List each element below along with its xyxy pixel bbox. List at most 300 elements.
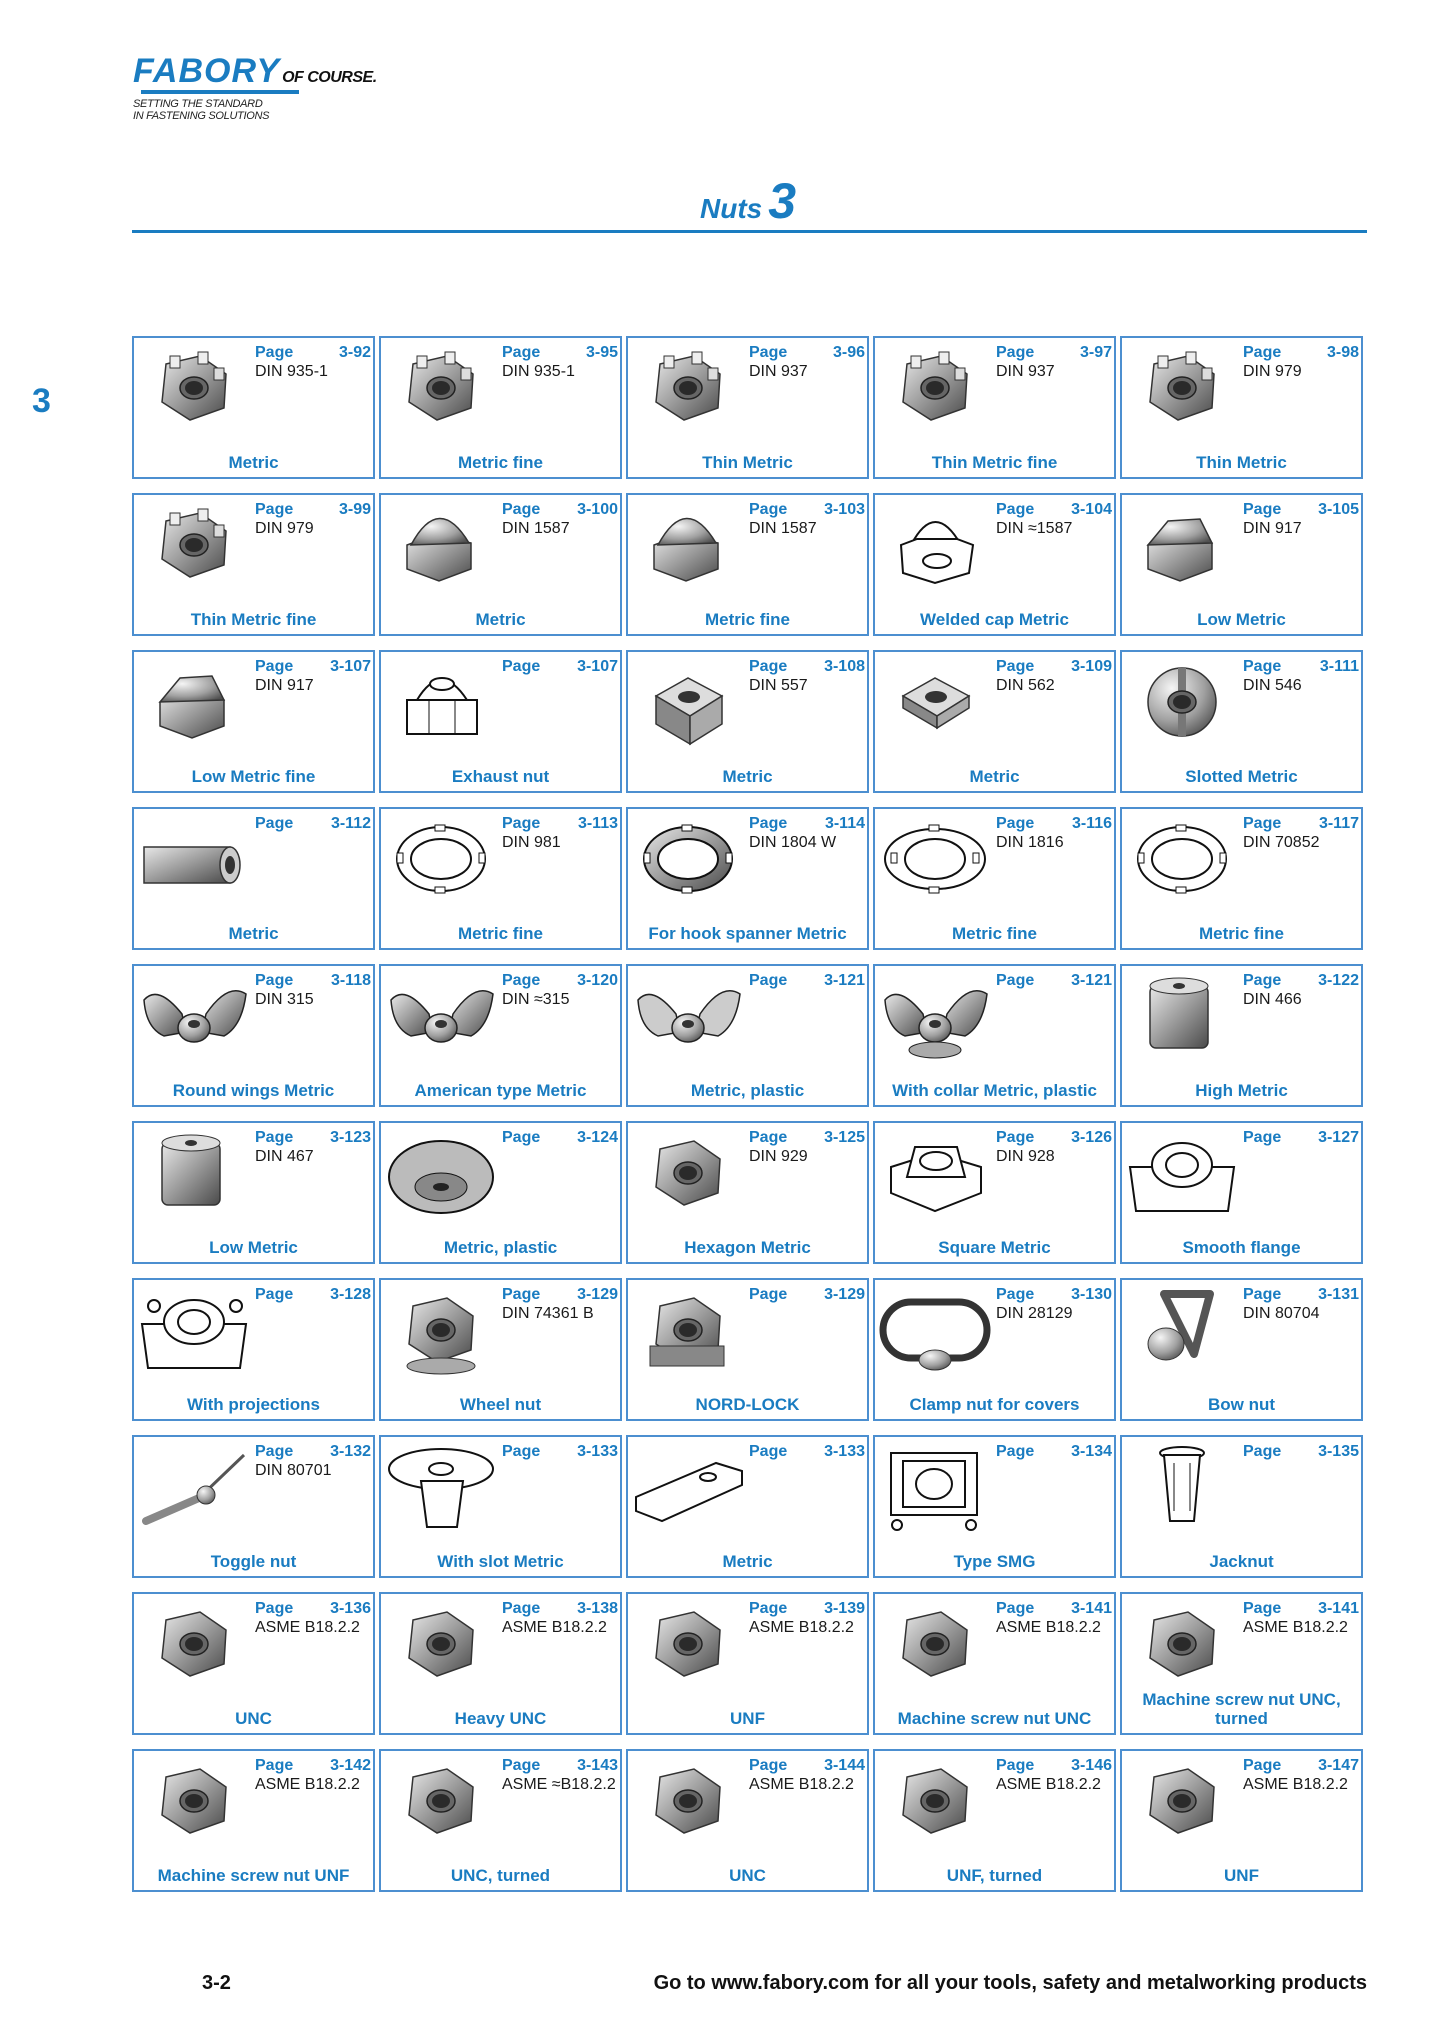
page-ref bbox=[996, 1442, 1112, 1461]
standard-code: DIN 979 bbox=[255, 520, 314, 537]
standard-code: DIN 935-1 bbox=[502, 363, 575, 380]
product-label: Type SMG bbox=[953, 1552, 1036, 1571]
page-number: 3-126 bbox=[1071, 1129, 1112, 1146]
page-word: Page bbox=[502, 1129, 541, 1146]
page-number: 3-116 bbox=[1071, 815, 1112, 832]
standard-code: ASME B18.2.2 bbox=[996, 1776, 1101, 1793]
castle-nut-icon bbox=[877, 342, 995, 440]
page-word: Page bbox=[502, 658, 541, 675]
product-label: With projections bbox=[186, 1395, 320, 1414]
standard-code: ASME B18.2.2 bbox=[1243, 1776, 1348, 1793]
page-number: 3-123 bbox=[330, 1129, 371, 1146]
page-number: 3-133 bbox=[824, 1443, 865, 1460]
product-ref bbox=[255, 971, 371, 1009]
standard-code: ASME B18.2.2 bbox=[1243, 1619, 1348, 1636]
page-word: Page bbox=[749, 815, 788, 832]
product-ref bbox=[996, 814, 1112, 852]
page-ref bbox=[1243, 1285, 1359, 1304]
product-cell[interactable] bbox=[626, 493, 869, 636]
page-title-number: 3 bbox=[768, 173, 797, 229]
product-ref bbox=[749, 657, 865, 695]
product-ref bbox=[502, 500, 618, 538]
slogan-line-1: SETTING THE STANDARD bbox=[133, 98, 263, 110]
page-ref bbox=[502, 1756, 618, 1775]
slot-nut-icon bbox=[383, 1441, 501, 1539]
knurled-knob-icon bbox=[383, 1127, 501, 1225]
page-word: Page bbox=[749, 1286, 788, 1303]
product-label: UNC bbox=[235, 1709, 272, 1728]
product-cell[interactable] bbox=[873, 650, 1116, 793]
page-word: Page bbox=[1243, 344, 1282, 361]
product-ref bbox=[996, 657, 1112, 695]
product-row bbox=[132, 1435, 1367, 1578]
page-ref bbox=[502, 343, 618, 362]
hex-nut-icon bbox=[1124, 1598, 1242, 1696]
product-ref bbox=[996, 1756, 1112, 1794]
product-cell[interactable] bbox=[379, 1592, 622, 1735]
fabory-logo bbox=[133, 52, 377, 122]
page-number: 3-111 bbox=[1319, 658, 1359, 675]
product-cell[interactable] bbox=[1120, 1121, 1363, 1264]
product-label: Low Metric bbox=[1197, 610, 1286, 629]
page-ref bbox=[255, 1285, 371, 1304]
projection-nut-icon bbox=[136, 1284, 254, 1382]
page-ref bbox=[255, 1599, 371, 1618]
product-ref bbox=[255, 500, 371, 538]
page-number: 3-98 bbox=[1326, 344, 1359, 361]
product-label: Thin Metric fine bbox=[190, 610, 317, 629]
product-ref bbox=[502, 1285, 618, 1323]
product-cell[interactable] bbox=[1120, 1435, 1363, 1578]
product-ref bbox=[1243, 1285, 1359, 1323]
product-cell[interactable] bbox=[1120, 1749, 1363, 1892]
product-ref bbox=[1243, 343, 1359, 381]
product-ref bbox=[255, 1128, 371, 1166]
product-label: Machine screw nut UNC bbox=[897, 1709, 1092, 1728]
page-word: Page bbox=[996, 1129, 1035, 1146]
product-cell[interactable] bbox=[132, 1278, 375, 1421]
page-ref bbox=[996, 1128, 1112, 1147]
page-word: Page bbox=[996, 815, 1035, 832]
product-cell[interactable] bbox=[379, 1435, 622, 1578]
page-word: Page bbox=[996, 344, 1035, 361]
page-ref bbox=[502, 1442, 618, 1461]
product-label: Metric fine bbox=[704, 610, 791, 629]
product-cell[interactable] bbox=[1120, 964, 1363, 1107]
product-cell[interactable] bbox=[132, 493, 375, 636]
page-ref bbox=[502, 814, 618, 833]
product-ref bbox=[502, 971, 618, 1009]
page-word: Page bbox=[1243, 1129, 1282, 1146]
page-number: 3-107 bbox=[330, 658, 371, 675]
page-number: 3-132 bbox=[330, 1443, 371, 1460]
page-number: 3-121 bbox=[1071, 972, 1112, 989]
page-word: Page bbox=[996, 1757, 1035, 1774]
castle-nut-icon bbox=[383, 342, 501, 440]
page-number: 3-141 bbox=[1071, 1600, 1112, 1617]
page-number: 3-144 bbox=[824, 1757, 865, 1774]
hex-nut-icon bbox=[383, 1755, 501, 1853]
page-ref bbox=[255, 343, 371, 362]
product-cell[interactable] bbox=[379, 1749, 622, 1892]
product-ref bbox=[502, 343, 618, 381]
page-word: Page bbox=[996, 1600, 1035, 1617]
product-ref bbox=[749, 343, 865, 381]
product-cell[interactable] bbox=[873, 493, 1116, 636]
page-ref bbox=[255, 814, 371, 833]
plate-nut-icon bbox=[630, 1441, 748, 1539]
page-ref bbox=[1243, 500, 1359, 519]
standard-code: DIN ≈1587 bbox=[996, 520, 1073, 537]
standard-code: DIN ≈315 bbox=[502, 991, 570, 1008]
product-label: With slot Metric bbox=[437, 1552, 564, 1571]
product-cell[interactable] bbox=[132, 1749, 375, 1892]
page-word: Page bbox=[502, 1757, 541, 1774]
cap-nut-icon bbox=[630, 499, 748, 597]
product-ref bbox=[1243, 657, 1359, 695]
page-ref bbox=[502, 1128, 618, 1147]
page-ref bbox=[1243, 1756, 1359, 1775]
page-number: 3-138 bbox=[577, 1600, 618, 1617]
product-label: Bow nut bbox=[1207, 1395, 1276, 1414]
square-nut-icon bbox=[630, 656, 748, 754]
product-cell[interactable] bbox=[873, 1278, 1116, 1421]
product-label: For hook spanner Metric bbox=[648, 924, 847, 943]
title-rule bbox=[132, 230, 1367, 233]
wing-nut-icon bbox=[383, 970, 501, 1068]
page-ref bbox=[749, 971, 865, 990]
page-number: 3-129 bbox=[577, 1286, 618, 1303]
product-ref bbox=[1243, 1756, 1359, 1794]
product-cell[interactable] bbox=[132, 336, 375, 479]
page-ref bbox=[502, 971, 618, 990]
page-word: Page bbox=[502, 1600, 541, 1617]
product-cell[interactable] bbox=[1120, 650, 1363, 793]
page-word: Page bbox=[255, 1286, 294, 1303]
standard-code: DIN 315 bbox=[255, 991, 314, 1008]
standard-code: DIN 1587 bbox=[749, 520, 817, 537]
product-ref bbox=[749, 1128, 865, 1166]
product-ref bbox=[749, 1285, 865, 1304]
product-label: Machine screw nut UNC, turned bbox=[1142, 1690, 1341, 1728]
page-number: 3-133 bbox=[577, 1443, 618, 1460]
product-row bbox=[132, 807, 1367, 950]
product-ref bbox=[1243, 1442, 1359, 1461]
product-cell[interactable] bbox=[132, 807, 375, 950]
product-row bbox=[132, 1121, 1367, 1264]
page-word: Page bbox=[1243, 658, 1282, 675]
standard-code: DIN 546 bbox=[1243, 677, 1302, 694]
product-cell[interactable] bbox=[132, 1435, 375, 1578]
product-label: Hexagon Metric bbox=[684, 1238, 811, 1257]
jacknut-icon bbox=[1124, 1441, 1242, 1539]
lock-nut-ring-icon bbox=[1124, 813, 1242, 911]
page-ref bbox=[502, 657, 618, 676]
product-label: Metric bbox=[228, 924, 279, 943]
product-ref bbox=[1243, 500, 1359, 538]
product-cell[interactable] bbox=[873, 336, 1116, 479]
product-ref bbox=[255, 814, 371, 833]
product-cell[interactable] bbox=[132, 964, 375, 1107]
page-ref bbox=[749, 657, 865, 676]
page-word: Page bbox=[996, 972, 1035, 989]
page-word: Page bbox=[1243, 815, 1282, 832]
hex-nut-icon bbox=[630, 1755, 748, 1853]
product-cell[interactable] bbox=[873, 1592, 1116, 1735]
page-number: 3-124 bbox=[577, 1129, 618, 1146]
page-word: Page bbox=[996, 501, 1035, 518]
product-cell[interactable] bbox=[626, 1592, 869, 1735]
page-number: 3-128 bbox=[330, 1286, 371, 1303]
product-ref bbox=[996, 1442, 1112, 1461]
page-ref bbox=[749, 1599, 865, 1618]
page-ref bbox=[1243, 971, 1359, 990]
knurled-nut-icon bbox=[1124, 970, 1242, 1068]
hex-nut-icon bbox=[136, 1598, 254, 1696]
product-label: Wheel nut bbox=[459, 1395, 542, 1414]
page-ref bbox=[1243, 1599, 1359, 1618]
page-number: 3-112 bbox=[330, 815, 371, 832]
standard-code: DIN 467 bbox=[255, 1148, 314, 1165]
chapter-marker: 3 bbox=[32, 382, 51, 420]
product-cell[interactable] bbox=[1120, 493, 1363, 636]
product-label: UNC, turned bbox=[450, 1866, 551, 1885]
page-title-text: Nuts bbox=[700, 193, 763, 224]
standard-code: DIN 28129 bbox=[996, 1305, 1073, 1322]
page-number: 3-143 bbox=[577, 1757, 618, 1774]
product-ref bbox=[996, 500, 1112, 538]
hex-nut-icon bbox=[630, 1598, 748, 1696]
slotted-round-nut-icon bbox=[1124, 656, 1242, 754]
page-word: Page bbox=[749, 1443, 788, 1460]
plastic-wing-nut-icon bbox=[630, 970, 748, 1068]
weld-nut-icon bbox=[630, 1127, 748, 1225]
page-ref bbox=[255, 500, 371, 519]
hex-nut-icon bbox=[1124, 1755, 1242, 1853]
product-row bbox=[132, 493, 1367, 636]
page-word: Page bbox=[1243, 1443, 1282, 1460]
page-ref bbox=[749, 1756, 865, 1775]
page-word: Page bbox=[502, 1286, 541, 1303]
product-cell[interactable] bbox=[1120, 1278, 1363, 1421]
brand-tagline: OF COURSE. bbox=[282, 69, 377, 86]
product-cell[interactable] bbox=[379, 807, 622, 950]
product-label: Metric bbox=[475, 610, 526, 629]
product-cell[interactable] bbox=[873, 1121, 1116, 1264]
product-label: Low Metric fine bbox=[191, 767, 316, 786]
page-word: Page bbox=[749, 501, 788, 518]
page-number: 3-134 bbox=[1071, 1443, 1112, 1460]
page-number: 3-131 bbox=[1318, 1286, 1359, 1303]
product-ref bbox=[502, 1442, 618, 1461]
product-ref bbox=[255, 343, 371, 381]
product-cell[interactable] bbox=[379, 1121, 622, 1264]
product-ref bbox=[749, 1442, 865, 1461]
standard-code: DIN 937 bbox=[749, 363, 808, 380]
product-cell[interactable] bbox=[626, 650, 869, 793]
product-grid bbox=[132, 336, 1367, 1906]
product-cell[interactable] bbox=[626, 1121, 869, 1264]
product-ref bbox=[996, 1128, 1112, 1166]
product-ref bbox=[502, 657, 618, 676]
standard-code: ASME B18.2.2 bbox=[749, 1776, 854, 1793]
product-cell[interactable] bbox=[626, 1435, 869, 1578]
product-label: Metric bbox=[722, 767, 773, 786]
collar-wing-nut-icon bbox=[877, 970, 995, 1068]
hex-nut-icon bbox=[136, 1755, 254, 1853]
page-word: Page bbox=[1243, 972, 1282, 989]
product-ref bbox=[502, 1599, 618, 1637]
product-ref bbox=[1243, 814, 1359, 852]
product-cell[interactable] bbox=[626, 1278, 869, 1421]
product-cell[interactable] bbox=[626, 807, 869, 950]
page-word: Page bbox=[996, 1443, 1035, 1460]
product-label: Metric, plastic bbox=[690, 1081, 805, 1100]
standard-code: DIN 80704 bbox=[1243, 1305, 1320, 1322]
page-word: Page bbox=[749, 658, 788, 675]
page-ref bbox=[996, 1285, 1112, 1304]
page-word: Page bbox=[502, 344, 541, 361]
footer-page-number: 3-2 bbox=[202, 1972, 231, 1994]
product-cell[interactable] bbox=[873, 807, 1116, 950]
page-word: Page bbox=[502, 815, 541, 832]
product-label: Toggle nut bbox=[210, 1552, 297, 1571]
product-cell[interactable] bbox=[873, 964, 1116, 1107]
page-number: 3-114 bbox=[824, 815, 865, 832]
product-label: Metric, plastic bbox=[443, 1238, 558, 1257]
page-word: Page bbox=[502, 501, 541, 518]
standard-code: DIN 557 bbox=[749, 677, 808, 694]
slogan-line-2: IN FASTENING SOLUTIONS bbox=[133, 110, 270, 122]
product-ref bbox=[749, 971, 865, 990]
page-ref bbox=[749, 1128, 865, 1147]
page-ref bbox=[502, 500, 618, 519]
product-cell[interactable] bbox=[379, 336, 622, 479]
standard-code: ASME B18.2.2 bbox=[749, 1619, 854, 1636]
product-ref bbox=[1243, 1128, 1359, 1147]
product-label: Thin Metric fine bbox=[931, 453, 1058, 472]
product-label: Slotted Metric bbox=[1185, 767, 1298, 786]
page-ref bbox=[255, 1756, 371, 1775]
page-ref bbox=[255, 971, 371, 990]
product-ref bbox=[996, 1599, 1112, 1637]
page-number: 3-109 bbox=[1071, 658, 1112, 675]
product-ref bbox=[996, 971, 1112, 990]
product-label: Square Metric bbox=[938, 1238, 1051, 1257]
page-number: 3-96 bbox=[832, 344, 865, 361]
product-cell[interactable] bbox=[379, 964, 622, 1107]
product-label: Thin Metric bbox=[702, 453, 793, 472]
product-cell[interactable] bbox=[626, 336, 869, 479]
page-number: 3-125 bbox=[824, 1129, 865, 1146]
page-ref bbox=[1243, 814, 1359, 833]
product-cell[interactable] bbox=[379, 493, 622, 636]
page-word: Page bbox=[1243, 1286, 1282, 1303]
page-ref bbox=[996, 1599, 1112, 1618]
product-cell[interactable] bbox=[1120, 1592, 1363, 1735]
page-ref bbox=[996, 657, 1112, 676]
product-ref bbox=[1243, 1599, 1359, 1637]
hex-nut-icon bbox=[877, 1755, 995, 1853]
standard-code: DIN 981 bbox=[502, 834, 561, 851]
page-word: Page bbox=[749, 1129, 788, 1146]
page-number: 3-127 bbox=[1318, 1129, 1359, 1146]
page-ref bbox=[502, 1599, 618, 1618]
nord-lock-nut-icon bbox=[630, 1284, 748, 1382]
product-ref bbox=[502, 814, 618, 852]
brand-name: FABORY bbox=[133, 52, 281, 90]
page-ref bbox=[1243, 1128, 1359, 1147]
product-cell[interactable] bbox=[1120, 807, 1363, 950]
page-number: 3-97 bbox=[1079, 344, 1112, 361]
product-cell[interactable] bbox=[873, 1435, 1116, 1578]
product-cell[interactable] bbox=[132, 1121, 375, 1264]
page-ref bbox=[1243, 343, 1359, 362]
product-row bbox=[132, 336, 1367, 479]
product-ref bbox=[996, 343, 1112, 381]
standard-code: DIN 74361 B bbox=[502, 1305, 594, 1322]
page-number: 3-105 bbox=[1318, 501, 1359, 518]
page-word: Page bbox=[996, 1286, 1035, 1303]
page-number: 3-113 bbox=[577, 815, 618, 832]
product-ref bbox=[749, 814, 865, 852]
product-label: Metric bbox=[969, 767, 1020, 786]
product-label: Thin Metric bbox=[1196, 453, 1287, 472]
product-label: Metric fine bbox=[951, 924, 1038, 943]
page-number: 3-141 bbox=[1318, 1600, 1359, 1617]
product-ref bbox=[255, 1442, 371, 1480]
page-number: 3-130 bbox=[1071, 1286, 1112, 1303]
page-number: 3-107 bbox=[577, 658, 618, 675]
standard-code: DIN 1804 W bbox=[749, 834, 837, 851]
product-label: Machine screw nut UNF bbox=[157, 1866, 350, 1885]
page-word: Page bbox=[749, 1757, 788, 1774]
holed-ring-nut-icon bbox=[877, 813, 995, 911]
cage-nut-icon bbox=[877, 1441, 995, 1539]
product-cell[interactable] bbox=[626, 964, 869, 1107]
product-ref bbox=[996, 1285, 1112, 1323]
standard-code: DIN 935-1 bbox=[255, 363, 328, 380]
page-word: Page bbox=[1243, 1757, 1282, 1774]
product-label: UNF bbox=[730, 1709, 765, 1728]
page-number: 3-146 bbox=[1071, 1757, 1112, 1774]
wing-nut-icon bbox=[136, 970, 254, 1068]
logo-underline bbox=[141, 90, 299, 94]
page-word: Page bbox=[749, 972, 788, 989]
product-cell[interactable] bbox=[379, 1278, 622, 1421]
product-ref bbox=[255, 1599, 371, 1637]
castle-nut-icon bbox=[630, 342, 748, 440]
page-number: 3-100 bbox=[577, 501, 618, 518]
product-cell[interactable] bbox=[1120, 336, 1363, 479]
standard-code: DIN 917 bbox=[255, 677, 314, 694]
page-word: Page bbox=[749, 1600, 788, 1617]
product-label: UNC bbox=[729, 1866, 766, 1885]
page-word: Page bbox=[255, 1443, 294, 1460]
product-cell[interactable] bbox=[626, 1749, 869, 1892]
page-word: Page bbox=[255, 501, 294, 518]
page-number: 3-117 bbox=[1318, 815, 1359, 832]
page-number: 3-118 bbox=[330, 972, 371, 989]
bow-nut-icon bbox=[1124, 1284, 1242, 1382]
thin-square-nut-icon bbox=[877, 656, 995, 754]
page-number: 3-122 bbox=[1318, 972, 1359, 989]
product-cell[interactable] bbox=[132, 1592, 375, 1735]
page-number: 3-92 bbox=[338, 344, 371, 361]
product-cell[interactable] bbox=[379, 650, 622, 793]
product-cell[interactable] bbox=[873, 1749, 1116, 1892]
product-cell[interactable] bbox=[132, 650, 375, 793]
